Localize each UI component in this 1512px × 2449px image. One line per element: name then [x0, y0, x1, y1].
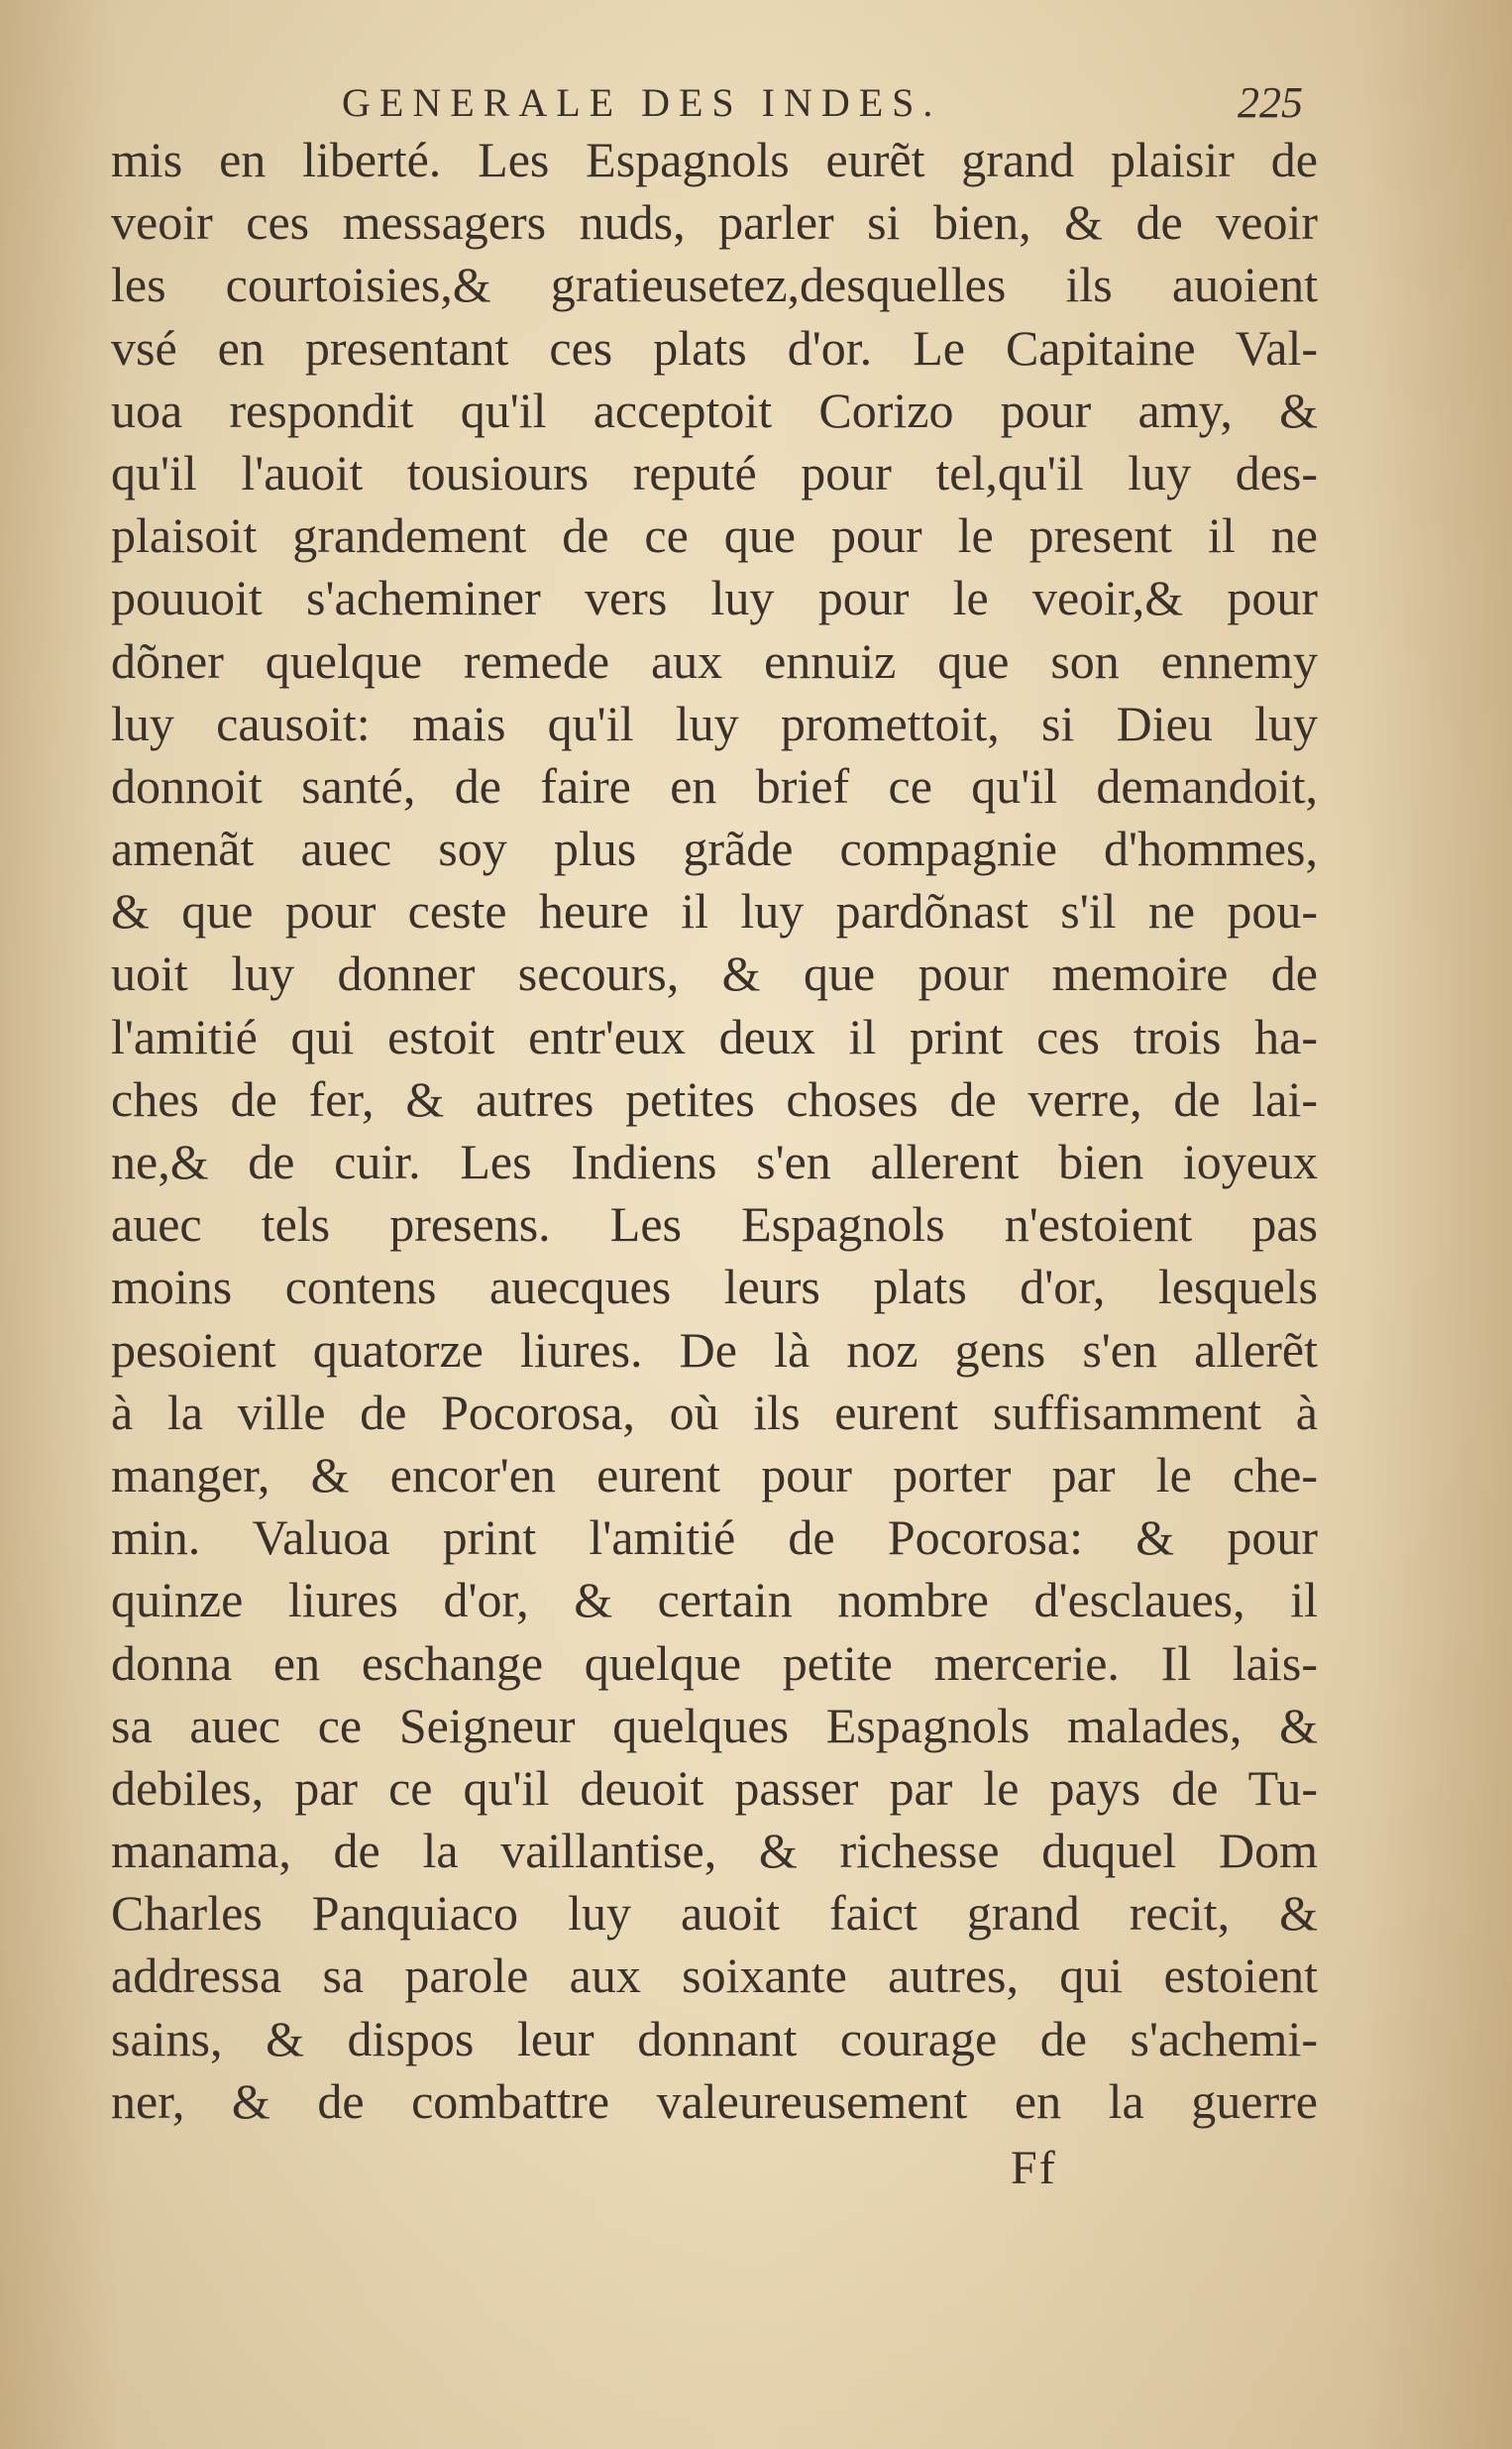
text-line: à la ville de Pocorosa, où ils eurent suffisamment à: [111, 1384, 1318, 1440]
text-line: plaisoit grandement de ce que pour le present il ne: [111, 507, 1318, 564]
text-line: manger, & encor'en eurent pour porter par le che-: [111, 1446, 1318, 1503]
text-line: debiles, par ce qu'il deuoit passer par le pays de Tu-: [111, 1759, 1318, 1816]
text-line: donna en eschange quelque petite mercerie. Il lais-: [111, 1634, 1318, 1691]
text-line: sa auec ce Seigneur quelques Espagnols malades, &: [111, 1697, 1318, 1753]
text-line: addressa sa parole aux soixante autres, qui estoient: [111, 1948, 1318, 2004]
text-line: uoa respondit qu'il acceptoit Corizo pour amy, &: [111, 382, 1318, 438]
text-line: quinze liures d'or, & certain nombre d'esclaues, il: [111, 1572, 1318, 1628]
text-line: auec tels presens. Les Espagnols n'estoient pas: [111, 1196, 1318, 1253]
signature-mark: Ff: [1011, 2142, 1057, 2194]
text-line: l'amitié qui estoit entr'eux deux il print ces trois ha-: [111, 1008, 1318, 1064]
page-header: [342, 73, 1338, 133]
text-line: les courtoisies,& gratieusetez,desquelles ils auoient: [111, 257, 1318, 313]
text-line: luy causoit: mais qu'il luy promettoit, si Dieu luy: [111, 695, 1318, 751]
text-line: qu'il l'auoit tousiours reputé pour tel,qu'il luy des-: [111, 444, 1318, 501]
text-line: moins contens auecques leurs plats d'or, lesquels: [111, 1259, 1318, 1315]
body-text: [111, 129, 1318, 2133]
text-line: min. Valuoa print l'amitié de Pocorosa: & pour: [111, 1509, 1318, 1566]
text-line: pouuoit s'acheminer vers luy pour le veoir,& pour: [111, 570, 1318, 626]
text-line: amenãt auec soy plus grãde compagnie d'hommes,: [111, 821, 1318, 877]
text-line: mis en liberté. Les Espagnols eurẽt grand plaisir de: [111, 132, 1318, 187]
text-line: pesoient quatorze liures. De là noz gens s'en allerẽt: [111, 1321, 1318, 1378]
text-line: & que pour ceste heure il luy pardõnast s'il ne pou-: [111, 883, 1318, 940]
text-line: sains, & dispos leur donnant courage de s'achemi-: [111, 2010, 1318, 2066]
text-line: dõner quelque remede aux ennuiz que son ennemy: [111, 632, 1318, 689]
page-number: 225: [1238, 78, 1303, 127]
text-line: ches de fer, & autres petites choses de verre, de lai-: [111, 1070, 1318, 1127]
text-line: donnoit santé, de faire en brief ce qu'il demandoit,: [111, 757, 1318, 814]
text-line: ner, & de combattre valeureusement en la guerre: [111, 2072, 1318, 2129]
text-line: vsé en presentant ces plats d'or. Le Capitaine Val-: [111, 319, 1318, 376]
text-line: uoit luy donner secours, & que pour memoire de: [111, 946, 1318, 1002]
text-line: ne,& de cuir. Les Indiens s'en allerent bien ioyeux: [111, 1134, 1318, 1189]
text-line: manama, de la vaillantise, & richesse duquel Dom: [111, 1823, 1318, 1879]
running-head: GENERALE DES INDES.: [342, 80, 942, 125]
text-line: veoir ces messagers nuds, parler si bien, & de veoir: [111, 194, 1318, 251]
text-line: Charles Panquiaco luy auoit faict grand recit, &: [111, 1885, 1318, 1942]
